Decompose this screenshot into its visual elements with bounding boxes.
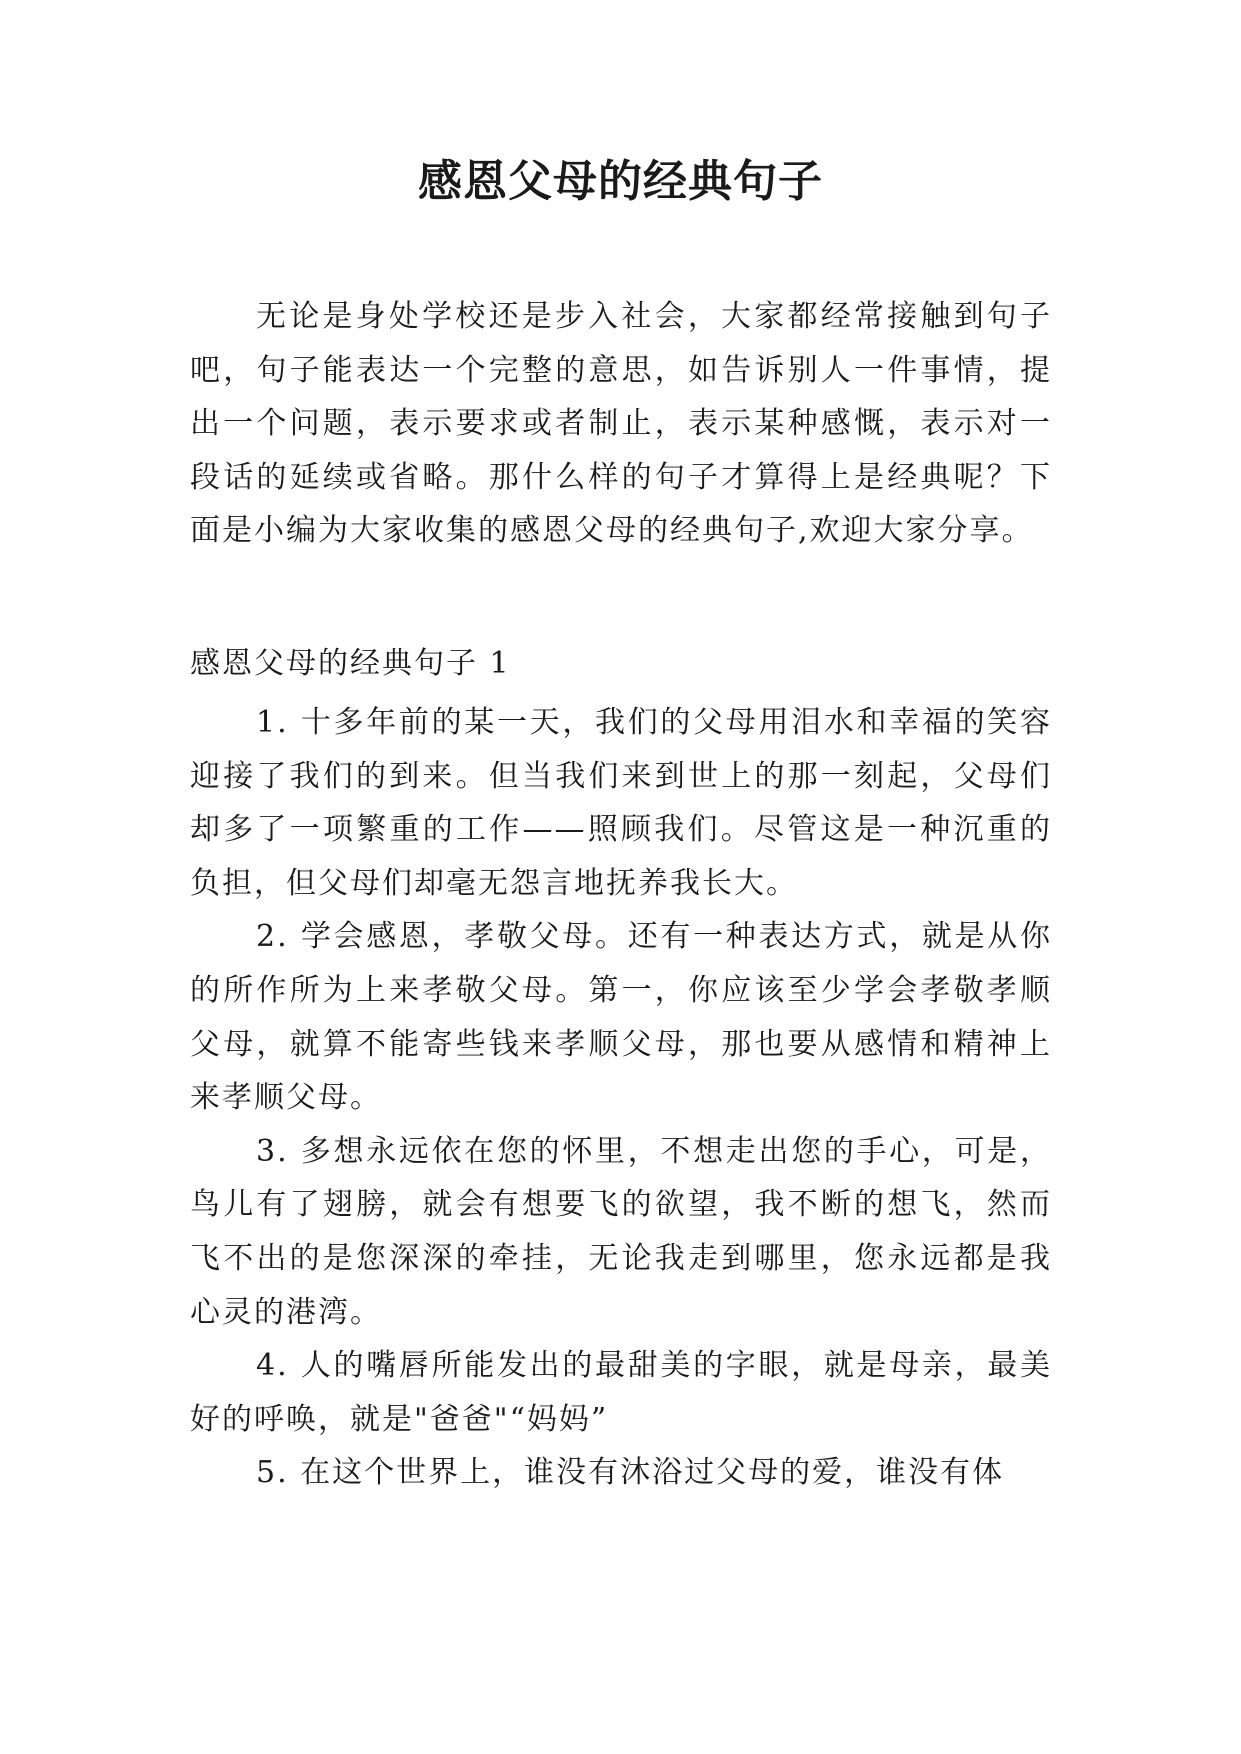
document-title: 感恩父母的经典句子 bbox=[418, 156, 823, 207]
sentence-item-4: 4. 人的嘴唇所能发出的最甜美的字眼，就是母亲，最美好的呼唤，就是"爸爸"“妈妈” bbox=[190, 1348, 1052, 1437]
section-heading: 感恩父母的经典句子 1 bbox=[190, 646, 511, 681]
intro-paragraph: 无论是身处学校还是步入社会，大家都经常接触到句子吧，句子能表达一个完整的意思，如告诉别人一件事情，提出一个问题，表示要求或者制止，表示某种感慨，表示对一段话的延续或省略。那什么样的句子才算得上是经典呢？下面是小编为大家收集的感恩父母的经典句子,欢迎大家分享。 bbox=[190, 299, 1052, 549]
sentence-item-2: 2. 学会感恩，孝敬父母。还有一种表达方式，就是从你的所作所为上来孝敬父母。第一，你应该至少学会孝敬孝顺父母，就算不能寄些钱来孝顺父母，那也要从感情和精神上来孝顺父母。 bbox=[190, 919, 1052, 1116]
sentence-item-1: 1. 十多年前的某一天，我们的父母用泪水和幸福的笑容迎接了我们的到来。但当我们来到世上的那一刻起，父母们却多了一项繁重的工作——照顾我们。尽管这是一种沉重的负担，但父母们却毫无怨言地抚养我长大。 bbox=[190, 705, 1052, 901]
sentence-item-5: 5. 在这个世界上，谁没有沐浴过父母的爱，谁没有体 bbox=[256, 1455, 1005, 1491]
sentence-item-3: 3. 多想永远依在您的怀里，不想走出您的手心，可是，鸟儿有了翅膀，就会有想要飞的欲望，我不断的想飞，然而飞不出的是您深深的牵挂，无论我走到哪里，您永远都是我心灵的港湾。 bbox=[190, 1133, 1052, 1330]
sentence-list bbox=[190, 696, 1052, 1500]
